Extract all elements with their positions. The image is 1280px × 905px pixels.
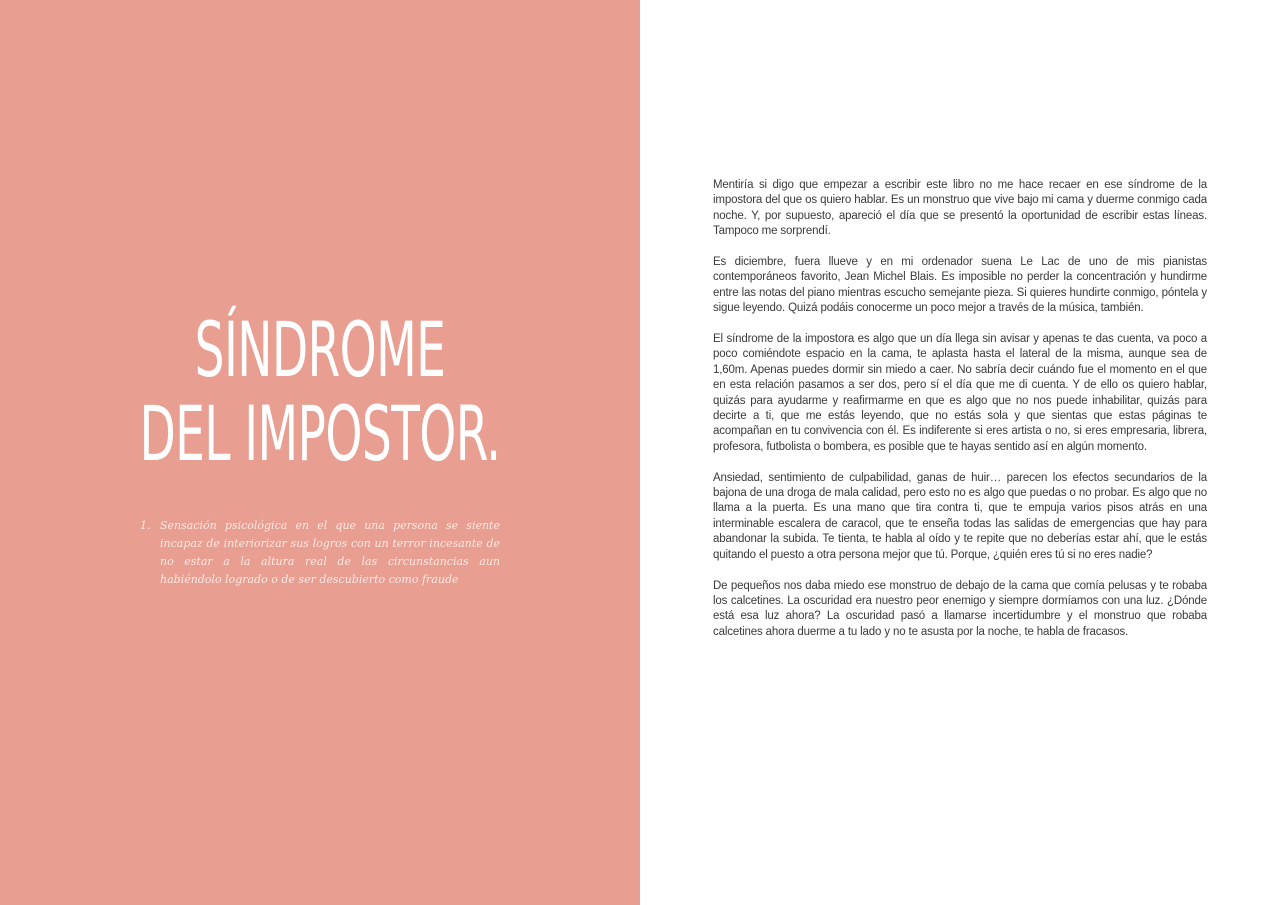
footnote-number: 1.: [140, 519, 151, 532]
chapter-title: [122, 305, 519, 478]
paragraph: De pequeños nos daba miedo ese monstruo de debajo de la cama que comía pelusas y te robaba los calcetines. La oscuridad era nuestro peor enemigo y siempre dormíamos con una luz. ¿Dónde está esa luz ahora? La oscuridad pasó a llamarse incertidumbre y el monstruo que robaba calcetines ahora duerme a tu lado y no te asusta por la noche, te habla de fracasos.: [713, 579, 1207, 638]
chapter-title-line-2: DEL IMPOSTOR.: [139, 389, 501, 478]
footnote: [140, 517, 500, 589]
chapter-title-line-1: SÍNDROME: [194, 305, 446, 394]
body-text: [713, 178, 1207, 656]
paragraph: Ansiedad, sentimiento de culpabilidad, ganas de huir… parecen los efectos secundarios de la bajona de una droga de mala calidad, pero esto no es algo que puedas o no probar. Es algo que no llama a la puerta. Es una mano que tira contra ti, que te empuja varios pisos atrás en una interminable escalera de caracol, que te enseña todas las salidas de emergencias que hay para abandonar la subida. Te tienta, te habla al oído y te repite que no deberías estar ahí, que le estás quitando el puesto a otra persona mejor que tú. Porque, ¿quién eres tú si no eres nadie?: [713, 471, 1207, 561]
paragraph: Es diciembre, fuera llueve y en mi ordenador suena Le Lac de uno de mis pianistas contemporáneos favorito, Jean Michel Blais. Es imposible no perder la concentración y hundirme entre las notas del piano mientras escucho semejante pieza. Si quieres hundirte conmigo, póntela y sigue leyendo. Quizá podáis conocerme un poco mejor a través de la música, también.: [713, 256, 1207, 315]
right-page: [640, 0, 1280, 905]
paragraph: El síndrome de la impostora es algo que un día llega sin avisar y apenas te das cuenta, va poco a poco comiéndote espacio en la cama, te aplasta hasta el lateral de la misma, aunque sea de 1,60m. Apenas puedes dormir sin miedo a caer. No sabría decir cuándo fue el momento en el que en esta relación pasamos a ser dos, pero sí el día que me di cuenta. Y de ello os quiero hablar, quizás para ayudarme y reafirmarme en que es algo que no nos puede inhabilitar, quizás para decirte a ti, que me estás leyendo, que no estás sola y que sientas que estas páginas te acompañan en tu convivencia con él. Es indiferente si eres artista o no, si eres empresaria, librera, profesora, futbolista o bombera, es posible que te hayas sentido así en algún momento.: [713, 333, 1207, 453]
paragraph: Mentiría si digo que empezar a escribir este libro no me hace recaer en ese síndrome de la impostora del que os quiero hablar. Es un monstruo que vive bajo mi cama y duerme conmigo cada noche. Y, por supuesto, apareció el día que se presentó la oportunidad de escribir estas líneas. Tampoco me sorprendí.: [713, 179, 1207, 238]
footnote-text: Sensación psicológica en el que una persona se siente incapaz de interiorizar sus logros con un terror incesante de no estar a la altura real de las circunstancias aun habiéndolo logrado o de ser descubierto como fraude: [160, 519, 500, 586]
